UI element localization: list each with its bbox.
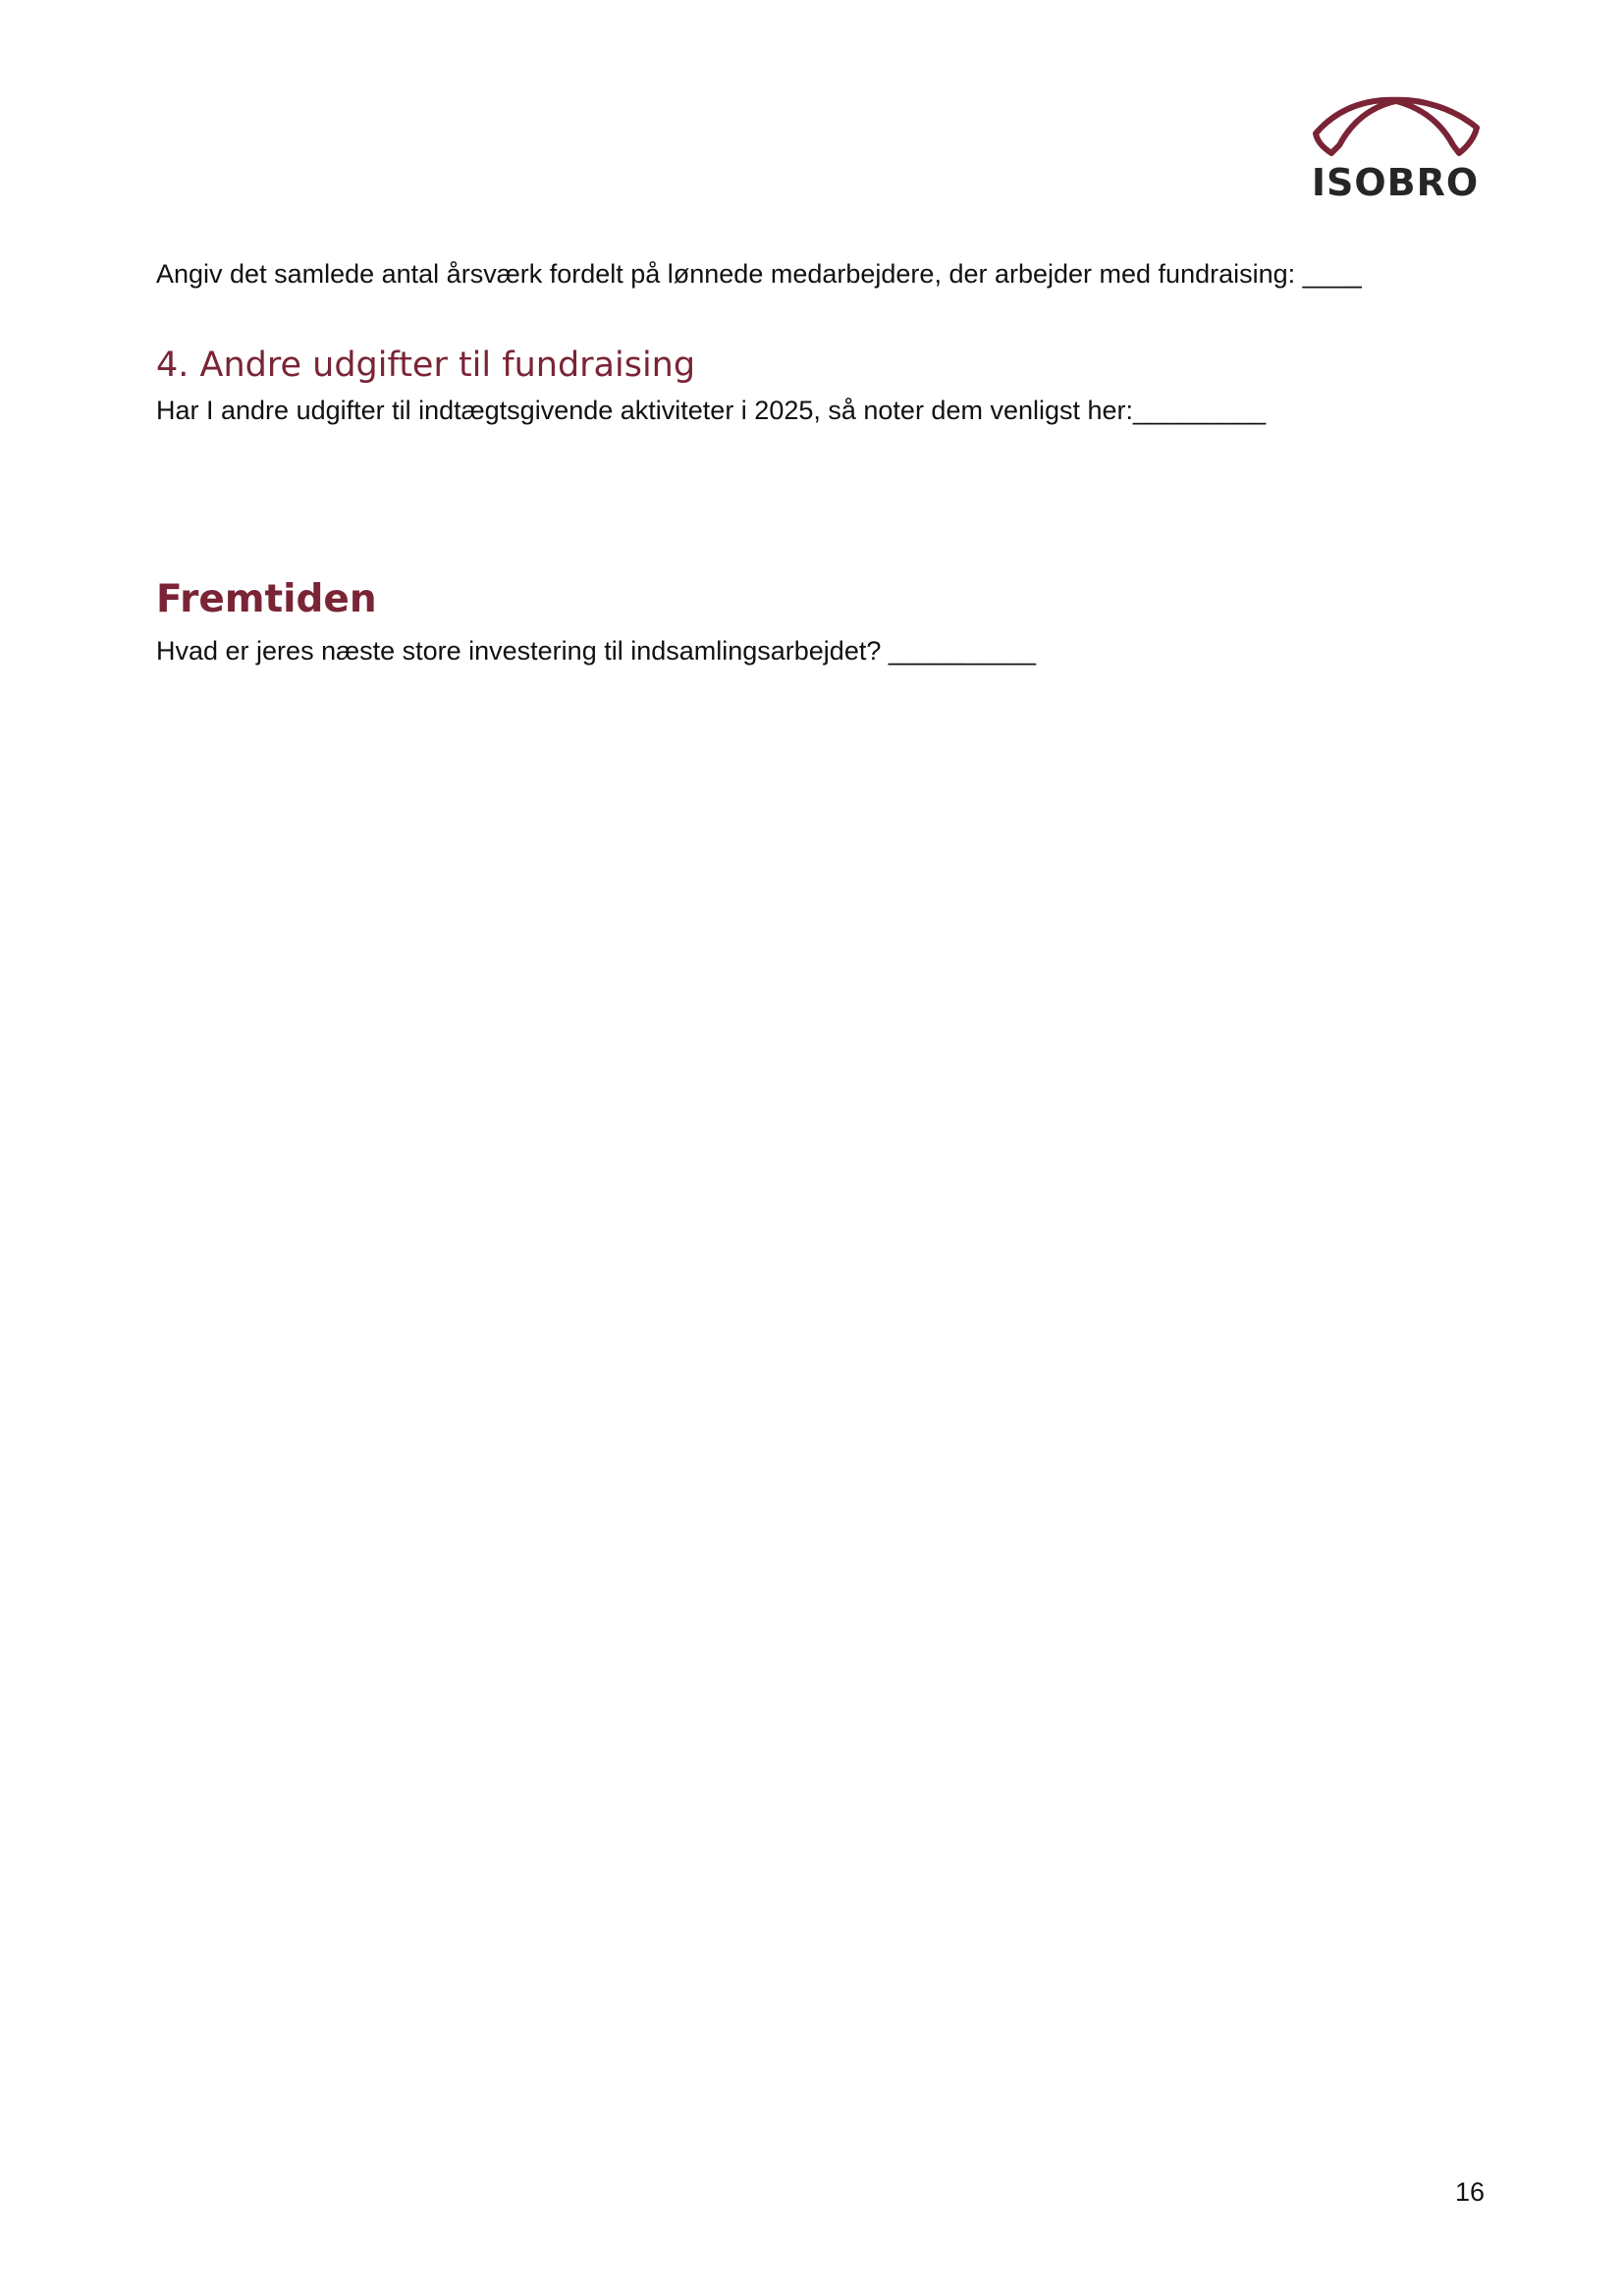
logo-wordmark: ISOBRO <box>1311 161 1480 204</box>
isobro-logo <box>1306 94 1485 210</box>
question-other-costs: Har I andre udgifter til indtægtsgivende aktiviteter i 2025, så noter dem venligst her:_________ <box>156 396 1267 425</box>
section-heading-future: Fremtiden <box>156 577 377 621</box>
page-number: 16 <box>1454 2177 1485 2207</box>
bridge-arch-icon <box>1310 94 1481 159</box>
question-fte: Angiv det samlede antal årsværk fordelt på lønnede medarbejdere, der arbejder med fundraising: ____ <box>156 259 1362 289</box>
section-heading-other-costs: 4. Andre udgifter til fundraising <box>156 346 696 385</box>
question-future: Hvad er jeres næste store investering til indsamlingsarbejdet? __________ <box>156 636 1037 666</box>
